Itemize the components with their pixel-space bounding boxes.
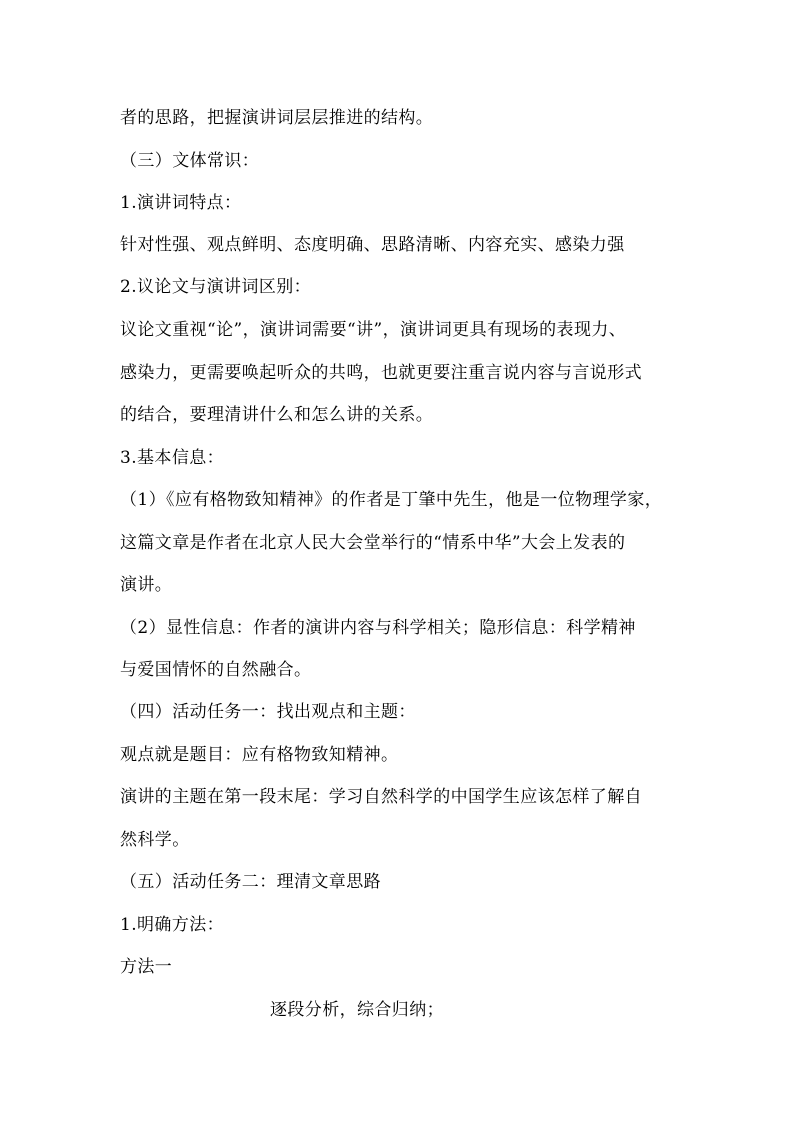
paragraph-line: 演讲。 xyxy=(120,575,173,595)
paragraph-line: 感染力，更需要唤起听众的共鸣，也就更要注重言说内容与言说形式 xyxy=(120,363,642,383)
paragraph-line: 议论文重视“论”，演讲词需要“讲”，演讲词更具有现场的表现力、 xyxy=(120,320,627,340)
paragraph-line: （2）显性信息：作者的演讲内容与科学相关；隐形信息：科学精神 xyxy=(120,618,636,638)
paragraph-line: 的结合，要理清讲什么和怎么讲的关系。 xyxy=(120,405,434,425)
paragraph-line: 针对性强、观点鲜明、态度明确、思路清晰、内容充实、感染力强 xyxy=(120,235,625,255)
subheading: 1.演讲词特点： xyxy=(120,193,242,213)
paragraph-line: 然科学。 xyxy=(120,830,190,850)
paragraph-line: 观点就是题目：应有格物致知精神。 xyxy=(120,745,399,765)
paragraph-line: 方法一 xyxy=(120,957,173,977)
section-heading: （五）活动任务二：理清文章思路 xyxy=(120,872,381,892)
paragraph-line: 逐段分析，综合归纳； xyxy=(270,1000,444,1020)
section-heading: （四）活动任务一：找出观点和主题： xyxy=(120,702,416,722)
paragraph-line: 与爱国情怀的自然融合。 xyxy=(120,660,312,680)
paragraph-line: 这篇文章是作者在北京人民大会堂举行的“情系中华”大会上发表的 xyxy=(120,533,626,553)
paragraph-line: （1）《应有格物致知精神》的作者是丁肇中先生，他是一位物理学家， xyxy=(120,490,663,510)
subheading: 3.基本信息： xyxy=(120,448,225,468)
subheading: 2.议论文与演讲词区别： xyxy=(120,277,312,297)
paragraph-line: 演讲的主题在第一段末尾：学习自然科学的中国学生应该怎样了解自 xyxy=(120,787,642,807)
section-heading: （三）文体常识： xyxy=(120,151,260,171)
subheading: 1.明确方法： xyxy=(120,915,225,935)
paragraph-line: 者的思路，把握演讲词层层推进的结构。 xyxy=(120,108,434,128)
